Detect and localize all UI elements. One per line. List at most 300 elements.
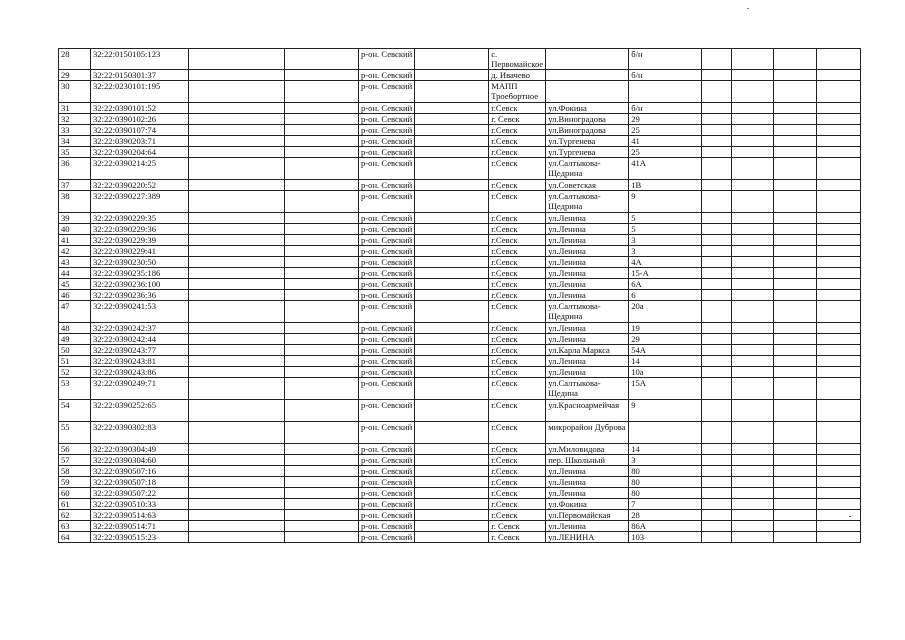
table-row xyxy=(59,301,861,323)
house-number: 20а xyxy=(629,301,702,323)
table-row xyxy=(59,114,861,125)
empty-cell xyxy=(702,147,732,158)
empty-cell xyxy=(817,290,861,301)
table-row xyxy=(59,49,861,70)
street: ул.Салтыкова-Щедрина xyxy=(546,301,629,323)
cadastral-number: 32:22:0390203:71 xyxy=(91,136,189,147)
cadastral-number: 32:22:0390241:53 xyxy=(91,301,189,323)
locality: г.Севск xyxy=(489,125,546,136)
empty-cell xyxy=(702,400,732,422)
empty-cell xyxy=(702,180,732,191)
empty-cell xyxy=(732,477,774,488)
table-row xyxy=(59,213,861,224)
empty-cell xyxy=(774,378,817,400)
empty-cell xyxy=(189,213,285,224)
locality: г.Севск xyxy=(489,422,546,444)
locality: г.Севск xyxy=(489,356,546,367)
region: р-он. Севский xyxy=(359,49,415,70)
empty-cell xyxy=(189,103,285,114)
row-number: 64 xyxy=(59,532,91,543)
region: р-он. Севский xyxy=(359,334,415,345)
empty-cell xyxy=(817,444,861,455)
empty-cell xyxy=(702,235,732,246)
row-number: 45 xyxy=(59,279,91,290)
empty-cell xyxy=(702,466,732,477)
locality: г.Севск xyxy=(489,510,546,521)
region: р-он. Севский xyxy=(359,455,415,466)
house-number: 9 xyxy=(629,400,702,422)
empty-cell xyxy=(415,345,489,356)
locality: г.Севск xyxy=(489,345,546,356)
cadastral-number: 32:22:0390229:35 xyxy=(91,213,189,224)
region: р-он. Севский xyxy=(359,279,415,290)
empty-cell xyxy=(415,444,489,455)
row-number: 31 xyxy=(59,103,91,114)
empty-cell xyxy=(415,477,489,488)
empty-cell xyxy=(415,279,489,290)
empty-cell xyxy=(285,224,359,235)
table-row xyxy=(59,367,861,378)
empty-cell xyxy=(817,49,861,70)
house-number: 80 xyxy=(629,488,702,499)
empty-cell xyxy=(189,499,285,510)
house-number: 25 xyxy=(629,125,702,136)
empty-cell xyxy=(702,422,732,444)
table-row xyxy=(59,477,861,488)
empty-cell xyxy=(702,103,732,114)
empty-cell xyxy=(817,246,861,257)
cadastral-number: 32:22:0390507:22 xyxy=(91,488,189,499)
empty-cell xyxy=(189,257,285,268)
empty-cell xyxy=(732,49,774,70)
empty-cell xyxy=(285,521,359,532)
empty-cell xyxy=(415,301,489,323)
empty-cell xyxy=(817,400,861,422)
empty-cell xyxy=(732,400,774,422)
empty-cell xyxy=(189,70,285,81)
empty-cell xyxy=(732,213,774,224)
region: р-он. Севский xyxy=(359,103,415,114)
empty-cell xyxy=(415,191,489,213)
empty-cell xyxy=(415,455,489,466)
empty-cell xyxy=(285,510,359,521)
empty-cell xyxy=(817,70,861,81)
table-row xyxy=(59,235,861,246)
house-number: 29 xyxy=(629,334,702,345)
street: ул.Ленина xyxy=(546,279,629,290)
empty-cell xyxy=(732,455,774,466)
empty-cell xyxy=(189,125,285,136)
table-row xyxy=(59,224,861,235)
region: р-он. Севский xyxy=(359,466,415,477)
empty-cell xyxy=(189,444,285,455)
street: ул.Салтыкова-Щедрина xyxy=(546,158,629,180)
house-number: 9 xyxy=(629,191,702,213)
empty-cell xyxy=(702,301,732,323)
house-number: 3 xyxy=(629,235,702,246)
region: р-он. Севский xyxy=(359,246,415,257)
house-number: б/н xyxy=(629,103,702,114)
empty-cell xyxy=(285,81,359,103)
cadastral-number: 32:22:0390243:81 xyxy=(91,356,189,367)
empty-cell xyxy=(702,444,732,455)
empty-cell xyxy=(702,455,732,466)
empty-cell xyxy=(415,224,489,235)
empty-cell xyxy=(732,378,774,400)
row-number: 53 xyxy=(59,378,91,400)
empty-cell xyxy=(702,114,732,125)
table-row xyxy=(59,70,861,81)
empty-cell xyxy=(774,147,817,158)
street: ул.Тургенева xyxy=(546,136,629,147)
empty-cell xyxy=(817,279,861,290)
empty-cell xyxy=(415,532,489,543)
empty-cell xyxy=(189,114,285,125)
empty-cell xyxy=(702,246,732,257)
house-number: 5 xyxy=(629,224,702,235)
empty-cell xyxy=(732,345,774,356)
row-number: 54 xyxy=(59,400,91,422)
locality: г.Севск xyxy=(489,499,546,510)
empty-cell xyxy=(702,257,732,268)
empty-cell xyxy=(774,191,817,213)
empty-cell xyxy=(702,136,732,147)
locality: г.Севск xyxy=(489,257,546,268)
empty-cell xyxy=(415,334,489,345)
table-row xyxy=(59,521,861,532)
empty-cell xyxy=(285,301,359,323)
table-row xyxy=(59,444,861,455)
empty-cell xyxy=(285,466,359,477)
empty-cell xyxy=(702,510,732,521)
region: р-он. Севский xyxy=(359,444,415,455)
empty-cell xyxy=(189,378,285,400)
empty-cell xyxy=(732,301,774,323)
table-row xyxy=(59,455,861,466)
locality: д. Ивачево xyxy=(489,70,546,81)
empty-cell xyxy=(189,81,285,103)
empty-cell xyxy=(774,290,817,301)
empty-cell xyxy=(415,235,489,246)
table-row xyxy=(59,136,861,147)
cadastral-number: 32:22:0390252:65 xyxy=(91,400,189,422)
empty-cell xyxy=(702,499,732,510)
empty-cell xyxy=(415,147,489,158)
cadastral-number: 32:22:0390229:36 xyxy=(91,224,189,235)
street: ул.Красноармейчая xyxy=(546,400,629,422)
empty-cell xyxy=(189,521,285,532)
empty-cell xyxy=(774,268,817,279)
empty-cell xyxy=(415,268,489,279)
empty-cell xyxy=(774,246,817,257)
empty-cell xyxy=(285,158,359,180)
empty-cell xyxy=(774,466,817,477)
street: ул.Ленина xyxy=(546,246,629,257)
street: ул.Фокина xyxy=(546,499,629,510)
locality: г.Севск xyxy=(489,488,546,499)
empty-cell xyxy=(415,125,489,136)
row-number: 49 xyxy=(59,334,91,345)
cadastral-number: 32:22:0390507:18 xyxy=(91,477,189,488)
empty-cell xyxy=(285,290,359,301)
table-row xyxy=(59,356,861,367)
empty-cell xyxy=(817,125,861,136)
table-row xyxy=(59,488,861,499)
table-row xyxy=(59,510,861,521)
empty-cell xyxy=(774,235,817,246)
region: р-он. Севский xyxy=(359,356,415,367)
empty-cell xyxy=(415,103,489,114)
empty-cell xyxy=(774,103,817,114)
empty-cell xyxy=(702,125,732,136)
row-number: 57 xyxy=(59,455,91,466)
empty-cell xyxy=(702,345,732,356)
street: ул.Ленина xyxy=(546,334,629,345)
region: р-он. Севский xyxy=(359,81,415,103)
row-number: 32 xyxy=(59,114,91,125)
row-number: 42 xyxy=(59,246,91,257)
empty-cell xyxy=(817,257,861,268)
empty-cell xyxy=(774,521,817,532)
region: р-он. Севский xyxy=(359,235,415,246)
row-number: 35 xyxy=(59,147,91,158)
locality: г.Севск xyxy=(489,213,546,224)
empty-cell xyxy=(732,70,774,81)
row-number: 51 xyxy=(59,356,91,367)
region: р-он. Севский xyxy=(359,114,415,125)
empty-cell xyxy=(415,400,489,422)
empty-cell xyxy=(817,422,861,444)
cadastral-number: 32:22:0390214:25 xyxy=(91,158,189,180)
empty-cell xyxy=(817,532,861,543)
empty-cell xyxy=(415,257,489,268)
locality: г.Севск xyxy=(489,301,546,323)
empty-cell xyxy=(817,224,861,235)
empty-cell xyxy=(732,191,774,213)
locality: г.Севск xyxy=(489,103,546,114)
street: пер. Школьный xyxy=(546,455,629,466)
empty-cell xyxy=(732,444,774,455)
empty-cell xyxy=(817,477,861,488)
empty-cell xyxy=(774,81,817,103)
table-row xyxy=(59,422,861,444)
cadastral-number: 32:22:0390229:41 xyxy=(91,246,189,257)
house-number: 5 xyxy=(629,213,702,224)
empty-cell xyxy=(189,158,285,180)
row-number: 50 xyxy=(59,345,91,356)
empty-cell xyxy=(817,345,861,356)
empty-cell xyxy=(732,323,774,334)
house-number: 10а xyxy=(629,367,702,378)
region: р-он. Севский xyxy=(359,70,415,81)
empty-cell xyxy=(817,455,861,466)
empty-cell xyxy=(817,466,861,477)
empty-cell xyxy=(189,224,285,235)
street: ул.Фокина xyxy=(546,103,629,114)
empty-cell xyxy=(774,422,817,444)
empty-cell xyxy=(285,180,359,191)
table-row xyxy=(59,499,861,510)
scan-speck xyxy=(747,8,749,9)
cadastral-number: 32:22:0390220:52 xyxy=(91,180,189,191)
empty-cell xyxy=(285,114,359,125)
row-number: 61 xyxy=(59,499,91,510)
empty-cell xyxy=(732,257,774,268)
locality: г.Севск xyxy=(489,444,546,455)
empty-cell xyxy=(817,356,861,367)
row-number: 44 xyxy=(59,268,91,279)
empty-cell xyxy=(732,224,774,235)
empty-cell xyxy=(774,334,817,345)
empty-cell xyxy=(285,345,359,356)
region: р-он. Севский xyxy=(359,499,415,510)
empty-cell xyxy=(732,103,774,114)
cadastral-number: 32:22:0390243:77 xyxy=(91,345,189,356)
empty-cell xyxy=(732,466,774,477)
empty-cell xyxy=(817,488,861,499)
empty-cell xyxy=(702,378,732,400)
empty-cell xyxy=(702,191,732,213)
empty-cell xyxy=(774,532,817,543)
empty-cell xyxy=(732,279,774,290)
locality: г.Севск xyxy=(489,477,546,488)
empty-cell xyxy=(817,235,861,246)
house-number: 80 xyxy=(629,477,702,488)
empty-cell xyxy=(415,323,489,334)
empty-cell xyxy=(189,323,285,334)
street: ул.Ленина xyxy=(546,213,629,224)
house-number: 19 xyxy=(629,323,702,334)
empty-cell xyxy=(732,510,774,521)
cadastral-number: 32:22:0390230:50 xyxy=(91,257,189,268)
street: ул.Ленина xyxy=(546,477,629,488)
region: р-он. Севский xyxy=(359,521,415,532)
cadastral-number: 32:22:0230101:195 xyxy=(91,81,189,103)
street: микрорайон Дуброва xyxy=(546,422,629,444)
empty-cell xyxy=(817,158,861,180)
empty-cell xyxy=(285,444,359,455)
table-row xyxy=(59,290,861,301)
empty-cell xyxy=(817,103,861,114)
empty-cell xyxy=(774,180,817,191)
row-number: 36 xyxy=(59,158,91,180)
cadastral-number: 32:22:0390302:83 xyxy=(91,422,189,444)
empty-cell xyxy=(774,477,817,488)
cadastral-number: 32:22:0390514:63 xyxy=(91,510,189,521)
empty-cell xyxy=(774,136,817,147)
empty-cell xyxy=(732,422,774,444)
locality: г.Севск xyxy=(489,279,546,290)
region: р-он. Севский xyxy=(359,323,415,334)
empty-cell xyxy=(702,158,732,180)
region: р-он. Севский xyxy=(359,301,415,323)
empty-cell xyxy=(189,477,285,488)
empty-cell xyxy=(415,367,489,378)
empty-cell xyxy=(285,279,359,290)
empty-cell xyxy=(285,356,359,367)
empty-cell xyxy=(702,279,732,290)
region: р-он. Севский xyxy=(359,257,415,268)
cadastral-number: 32:22:0390235:186 xyxy=(91,268,189,279)
empty-cell xyxy=(285,49,359,70)
locality: г. Севск xyxy=(489,532,546,543)
empty-cell xyxy=(415,70,489,81)
empty-cell xyxy=(285,191,359,213)
street: ул.Салтыкова-Щедина xyxy=(546,378,629,400)
empty-cell xyxy=(702,70,732,81)
empty-cell xyxy=(732,290,774,301)
empty-cell xyxy=(189,510,285,521)
empty-cell xyxy=(285,455,359,466)
empty-cell xyxy=(774,444,817,455)
empty-cell xyxy=(732,114,774,125)
house-number: 15А xyxy=(629,378,702,400)
table-row xyxy=(59,400,861,422)
empty-cell xyxy=(285,268,359,279)
empty-cell xyxy=(774,367,817,378)
house-number: 6 xyxy=(629,290,702,301)
empty-cell xyxy=(415,114,489,125)
street: ул.Карла Маркса xyxy=(546,345,629,356)
house-number: б/н xyxy=(629,49,702,70)
cadastral-number: 32:22:0390236:36 xyxy=(91,290,189,301)
empty-cell xyxy=(702,334,732,345)
empty-cell xyxy=(774,49,817,70)
house-number xyxy=(629,422,702,444)
street: ул.Ленина xyxy=(546,356,629,367)
empty-cell xyxy=(415,180,489,191)
cadastral-number: 32:22:0390227:389 xyxy=(91,191,189,213)
empty-cell xyxy=(732,125,774,136)
empty-cell xyxy=(415,356,489,367)
region: р-он. Севский xyxy=(359,180,415,191)
house-number: 80 xyxy=(629,466,702,477)
empty-cell xyxy=(285,488,359,499)
locality: г.Севск xyxy=(489,246,546,257)
house-number: 41 xyxy=(629,136,702,147)
region: р-он. Севский xyxy=(359,488,415,499)
empty-cell xyxy=(817,378,861,400)
street: ул.ЛЕНИНА xyxy=(546,532,629,543)
empty-cell xyxy=(817,180,861,191)
region: р-он. Севский xyxy=(359,400,415,422)
empty-cell xyxy=(732,235,774,246)
table-row xyxy=(59,81,861,103)
empty-cell xyxy=(415,158,489,180)
table-row xyxy=(59,378,861,400)
region: р-он. Севский xyxy=(359,213,415,224)
empty-cell xyxy=(189,488,285,499)
empty-cell xyxy=(817,147,861,158)
empty-cell xyxy=(702,521,732,532)
row-number: 62 xyxy=(59,510,91,521)
empty-cell xyxy=(285,477,359,488)
empty-cell xyxy=(285,334,359,345)
street: ул.Первомайская xyxy=(546,510,629,521)
locality: г.Севск xyxy=(489,268,546,279)
region: р-он. Севский xyxy=(359,345,415,356)
region: р-он. Севский xyxy=(359,125,415,136)
empty-cell xyxy=(189,279,285,290)
cadastral-number: 32:22:0390204:64 xyxy=(91,147,189,158)
empty-cell xyxy=(817,213,861,224)
empty-cell xyxy=(732,147,774,158)
empty-cell xyxy=(415,466,489,477)
cadastral-number: 32:22:0390304:49 xyxy=(91,444,189,455)
empty-cell xyxy=(415,49,489,70)
empty-cell xyxy=(285,246,359,257)
empty-cell xyxy=(817,499,861,510)
